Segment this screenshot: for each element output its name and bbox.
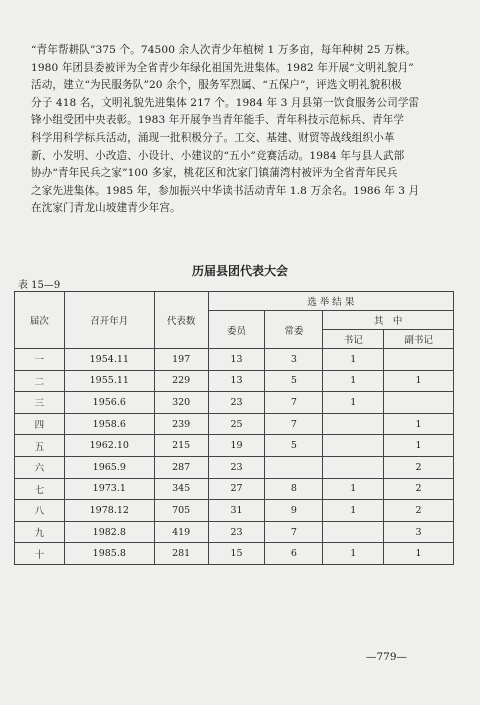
cell-standing: 3 bbox=[265, 349, 323, 371]
table-row bbox=[15, 456, 454, 478]
cell-standing: 7 bbox=[265, 521, 323, 543]
cell-delegates: 197 bbox=[154, 349, 208, 371]
cell-standing: 5 bbox=[265, 435, 323, 457]
paragraph-line: “青年帮耕队”375 个。74500 余人次青少年植树 1 万多亩，每年种树 25 万株。 bbox=[31, 44, 417, 56]
cell-standing: 7 bbox=[265, 413, 323, 435]
cell-session: 三 bbox=[15, 392, 65, 414]
cell-standing: 5 bbox=[265, 370, 323, 392]
header-secretary: 书记 bbox=[323, 330, 384, 349]
header-delegates: 代表数 bbox=[154, 292, 208, 349]
cell-session: 九 bbox=[15, 521, 65, 543]
paragraph-line: 协办“青年民兵之家”100 多家，桃花区和沈家门镇蒲湾村被评为全省青年民兵 bbox=[31, 167, 398, 180]
paragraph-line: 在沈家门青龙山坡建青少年宫。 bbox=[31, 202, 181, 215]
page-number: —779— bbox=[366, 651, 408, 663]
cell-members: 23 bbox=[208, 456, 265, 478]
cell-date: 1985.8 bbox=[64, 543, 154, 565]
cell-standing: 8 bbox=[265, 478, 323, 500]
cell-date: 1958.6 bbox=[64, 413, 154, 435]
cell-deputy: 1 bbox=[384, 435, 454, 457]
cell-date: 1965.9 bbox=[64, 456, 154, 478]
cell-delegates: 229 bbox=[154, 370, 208, 392]
cell-date: 1982.8 bbox=[64, 521, 154, 543]
cell-members: 25 bbox=[208, 413, 265, 435]
cell-standing bbox=[265, 456, 323, 478]
cell-members: 23 bbox=[208, 392, 265, 414]
table-row bbox=[15, 478, 454, 500]
cell-date: 1955.11 bbox=[64, 370, 154, 392]
cell-delegates: 705 bbox=[154, 500, 208, 522]
header-session: 届次 bbox=[15, 292, 65, 349]
header-date: 召开年月 bbox=[64, 292, 154, 349]
cell-secretary bbox=[323, 413, 384, 435]
cell-members: 23 bbox=[208, 521, 265, 543]
congress-table bbox=[14, 291, 454, 565]
table-number: 表 15—9 bbox=[18, 280, 61, 291]
cell-secretary: 1 bbox=[323, 370, 384, 392]
cell-members: 15 bbox=[208, 543, 265, 565]
table-row bbox=[15, 349, 454, 371]
cell-secretary: 1 bbox=[323, 349, 384, 371]
header-deputy: 副书记 bbox=[384, 330, 454, 349]
cell-session: 八 bbox=[15, 500, 65, 522]
cell-standing: 6 bbox=[265, 543, 323, 565]
cell-date: 1962.10 bbox=[64, 435, 154, 457]
body-paragraph bbox=[31, 42, 456, 218]
table-row bbox=[15, 521, 454, 543]
cell-session: 一 bbox=[15, 349, 65, 371]
header-members: 委员 bbox=[208, 311, 265, 349]
cell-secretary bbox=[323, 435, 384, 457]
cell-session: 五 bbox=[15, 435, 65, 457]
cell-delegates: 281 bbox=[154, 543, 208, 565]
paragraph-line: 1980 年团县委被评为全省青少年绿化祖国先进集体。1982 年开展“文明礼貌月” bbox=[31, 61, 414, 74]
cell-secretary: 1 bbox=[323, 478, 384, 500]
cell-deputy: 2 bbox=[384, 456, 454, 478]
cell-session: 二 bbox=[15, 370, 65, 392]
cell-deputy: 1 bbox=[384, 413, 454, 435]
cell-secretary: 1 bbox=[323, 392, 384, 414]
table-row bbox=[15, 543, 454, 565]
cell-date: 1978.12 bbox=[64, 500, 154, 522]
cell-delegates: 287 bbox=[154, 456, 208, 478]
cell-members: 19 bbox=[208, 435, 265, 457]
paragraph-line: 活动，建立“为民服务队”20 余个，服务军烈属、“五保户”，评选文明礼貌积极 bbox=[31, 79, 402, 92]
cell-delegates: 345 bbox=[154, 478, 208, 500]
cell-secretary bbox=[323, 456, 384, 478]
cell-date: 1973.1 bbox=[64, 478, 154, 500]
cell-deputy: 3 bbox=[384, 521, 454, 543]
cell-deputy bbox=[384, 392, 454, 414]
paragraph-line: 分子 418 名，文明礼貌先进集体 217 个。1984 年 3 月县第一饮食服务公司学雷 bbox=[31, 96, 420, 109]
header-standing: 常委 bbox=[265, 311, 323, 349]
header-among: 其 中 bbox=[323, 311, 454, 330]
table-row bbox=[15, 413, 454, 435]
cell-secretary bbox=[323, 521, 384, 543]
cell-secretary: 1 bbox=[323, 543, 384, 565]
cell-standing: 7 bbox=[265, 392, 323, 414]
cell-members: 13 bbox=[208, 349, 265, 371]
cell-deputy: 1 bbox=[384, 370, 454, 392]
table-title: 历届县团代表大会 bbox=[191, 264, 288, 278]
cell-session: 七 bbox=[15, 478, 65, 500]
table-row bbox=[15, 370, 454, 392]
paragraph-line: 科学用科学标兵活动，涌现一批积极分子。工交、基建、财贸等战线组织小革 bbox=[31, 131, 395, 144]
cell-delegates: 239 bbox=[154, 413, 208, 435]
table-row bbox=[15, 435, 454, 457]
cell-deputy: 2 bbox=[384, 478, 454, 500]
table-row bbox=[15, 500, 454, 522]
cell-secretary: 1 bbox=[323, 500, 384, 522]
paragraph-line: 之家先进集体。1985 年，参加振兴中华读书活动青年 1.8 万余名。1986 年 3 月 bbox=[31, 184, 420, 197]
paragraph-line: 新、小发明、小改造、小设计、小建议的“五小”竞赛活动。1984 年与县人武部 bbox=[31, 149, 405, 162]
cell-delegates: 215 bbox=[154, 435, 208, 457]
cell-session: 六 bbox=[15, 456, 65, 478]
table-row bbox=[15, 392, 454, 414]
cell-members: 13 bbox=[208, 370, 265, 392]
cell-date: 1954.11 bbox=[64, 349, 154, 371]
cell-members: 27 bbox=[208, 478, 265, 500]
cell-members: 31 bbox=[208, 500, 265, 522]
cell-session: 四 bbox=[15, 413, 65, 435]
cell-standing: 9 bbox=[265, 500, 323, 522]
cell-session: 十 bbox=[15, 543, 65, 565]
header-election: 选 举 结 果 bbox=[208, 292, 453, 311]
cell-delegates: 419 bbox=[154, 521, 208, 543]
cell-date: 1956.6 bbox=[64, 392, 154, 414]
cell-deputy bbox=[384, 349, 454, 371]
cell-deputy: 2 bbox=[384, 500, 454, 522]
cell-delegates: 320 bbox=[154, 392, 208, 414]
cell-deputy: 1 bbox=[384, 543, 454, 565]
paragraph-line: 锋小组受团中央表彰。1983 年开展争当青年能手、青年科技示范标兵、青年学 bbox=[31, 114, 405, 127]
